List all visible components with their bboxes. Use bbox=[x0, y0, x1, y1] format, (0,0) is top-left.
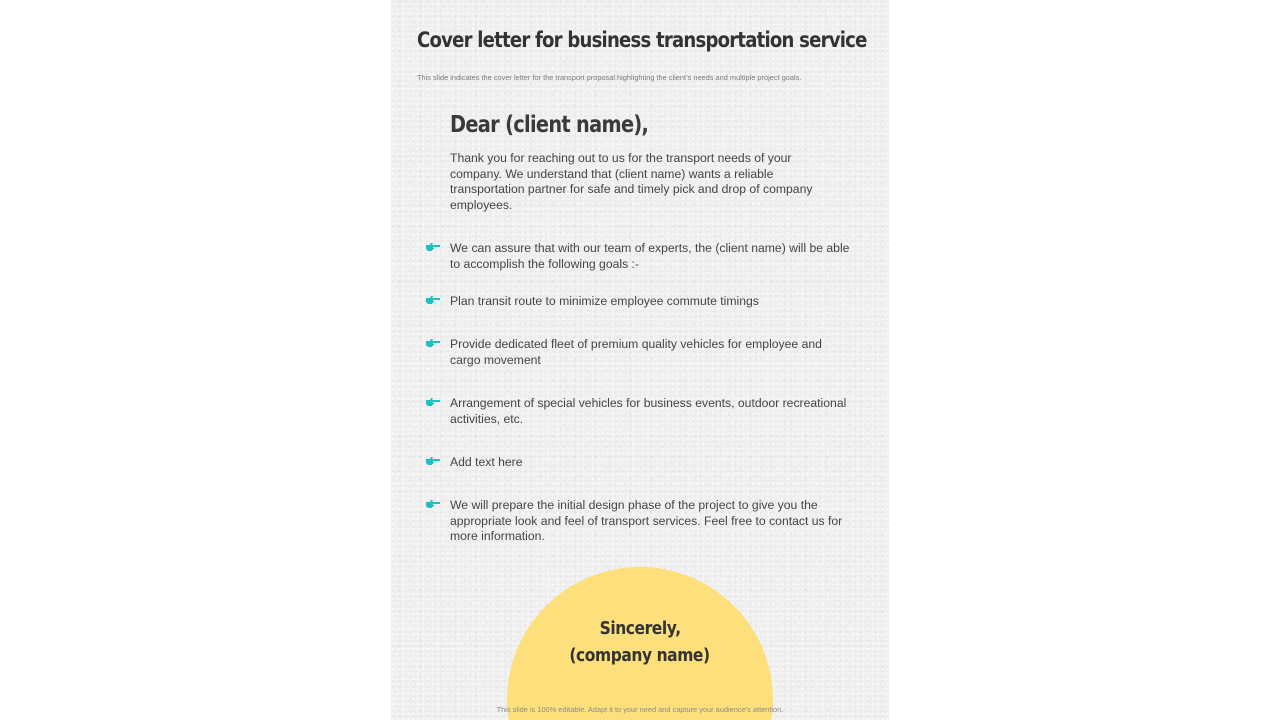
bullet-text: We will prepare the initial design phase of the project to give you the appropriate look and feel of transport services. Feel free to contact us for more information. bbox=[450, 498, 843, 544]
list-item bbox=[450, 294, 850, 310]
bullet-text: Arrangement of special vehicles for business events, outdoor recreational activities, etc. bbox=[450, 396, 847, 426]
bullet-text: We can assure that with our team of experts, the (client name) will be able to accomplish the following goals :- bbox=[450, 241, 850, 271]
pointing-hand-icon bbox=[426, 397, 440, 407]
pointing-hand-icon bbox=[426, 295, 440, 305]
pointing-hand-icon bbox=[426, 242, 440, 252]
salutation: Dear (client name), bbox=[450, 112, 649, 138]
pointing-hand-icon bbox=[426, 499, 440, 509]
bullet-text: Plan transit route to minimize employee commute timings bbox=[450, 294, 759, 308]
pointing-hand-icon bbox=[426, 456, 440, 466]
footer-note: This slide is 100% editable. Adapt it to your need and capture your audience’s attention. bbox=[496, 705, 784, 714]
bullet-text: Add text here bbox=[450, 455, 523, 469]
list-item bbox=[450, 498, 850, 545]
list-item bbox=[450, 337, 850, 368]
list-item bbox=[450, 396, 850, 427]
document-page bbox=[391, 0, 889, 720]
bullet-text: Provide dedicated fleet of premium quality vehicles for employee and cargo movement bbox=[450, 337, 822, 367]
list-item bbox=[450, 241, 850, 272]
signature-semicircle bbox=[507, 567, 773, 720]
intro-paragraph: Thank you for reaching out to us for the transport needs of your company. We understand that (client name) wants a reliable transportation partner for safe and timely pick and drop of company employees. bbox=[450, 151, 813, 212]
closing-text: Sincerely, bbox=[599, 618, 681, 639]
list-item bbox=[450, 455, 850, 471]
pointing-hand-icon bbox=[426, 338, 440, 348]
document-subtitle: This slide indicates the cover letter for the transport proposal highlighting the client’s needs and multiple project goals. bbox=[417, 73, 802, 82]
document-title: Cover letter for business transportation service bbox=[417, 28, 867, 52]
company-signature: (company name) bbox=[569, 645, 711, 666]
